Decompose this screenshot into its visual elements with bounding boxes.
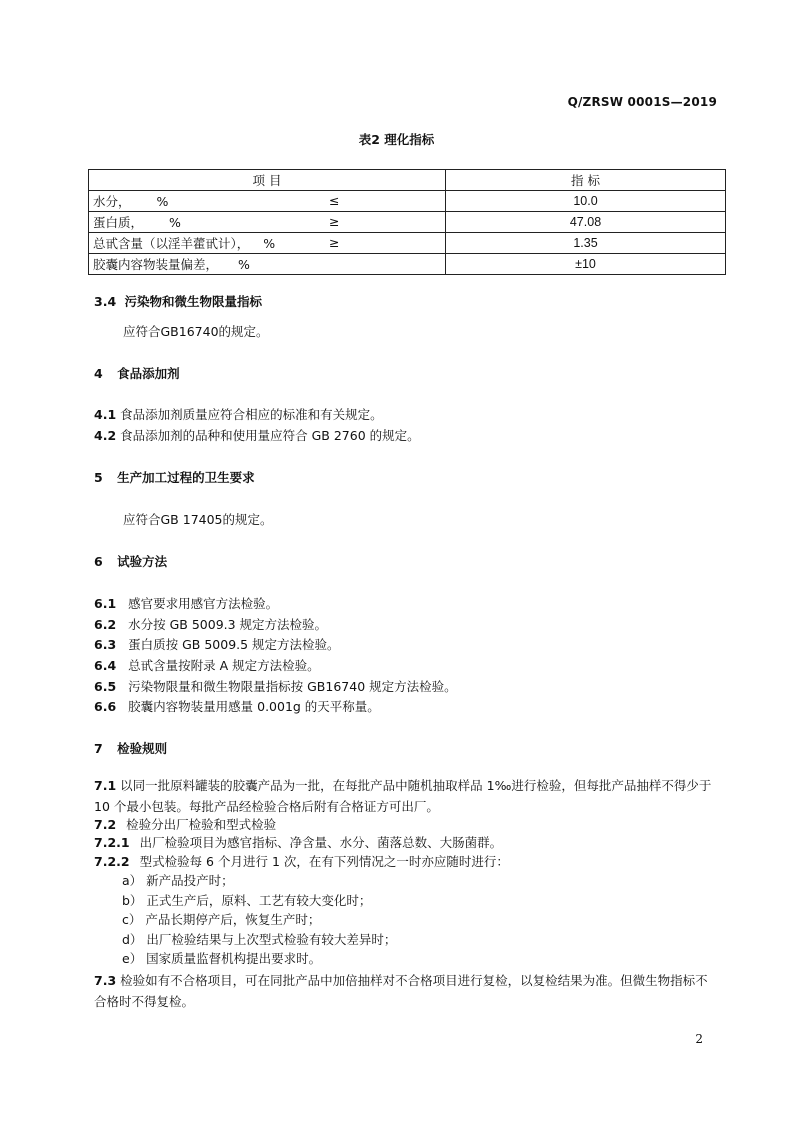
section-7-heading: [94, 739, 167, 757]
section-5-heading: [94, 468, 255, 486]
clause-number: 7.2: [94, 817, 117, 832]
section-title: 生产加工过程的卫生要求: [117, 470, 255, 485]
clause-6-3: [94, 635, 340, 653]
clause-number: 6.1: [94, 596, 117, 611]
section-number: 4: [94, 366, 103, 381]
section-number: 3.4: [94, 294, 117, 309]
section-3-4-body: 应符合GB16740的规定。: [123, 324, 269, 339]
row-value: 47.08: [446, 212, 726, 233]
clause-text: 检验分出厂检验和型式检验: [126, 817, 277, 832]
row-name: 水分，: [93, 194, 131, 209]
col-item-header: 项 目: [89, 170, 446, 191]
row-value: 1.35: [446, 233, 726, 254]
row-comparator: ≤: [329, 193, 340, 208]
clause-number: 4.2: [94, 428, 117, 443]
list-item: d） 出厂检验结果与上次型式检验有较大差异时；: [122, 932, 397, 947]
clause-number: 7.3: [94, 973, 117, 988]
clause-number: 7.1: [94, 778, 117, 793]
clause-text: 食品添加剂的品种和使用量应符合 GB 2760 的规定。: [120, 428, 420, 443]
clause-7-3: [94, 970, 720, 1012]
row-value: ±10: [446, 254, 726, 275]
clause-text: 出厂检验项目为感官指标、净含量、水分、菌落总数、大肠菌群。: [139, 835, 503, 850]
clause-text: 总甙含量按附录 A 规定方法检验。: [128, 658, 320, 673]
table-row: [89, 212, 726, 233]
section-number: 5: [94, 470, 103, 485]
clause-7-2-2: [94, 852, 509, 870]
list-item: a） 新产品投产时；: [122, 873, 234, 888]
row-unit: %: [263, 236, 276, 251]
section-number: 6: [94, 554, 103, 569]
clause-number: 6.4: [94, 658, 117, 673]
row-unit: %: [169, 215, 181, 230]
section-title: 试验方法: [117, 554, 168, 569]
row-unit: %: [156, 194, 169, 209]
list-item: e） 国家质量监督机构提出要求时。: [122, 951, 322, 966]
document-code: Q/ZRSW 0001S—2019: [567, 95, 717, 109]
row-comparator: ≥: [329, 214, 340, 229]
clause-text: 型式检验每 6 个月进行 1 次，在有下列情况之一时亦应随时进行：: [139, 854, 509, 869]
row-name: 蛋白质，: [93, 215, 144, 230]
clause-number: 6.2: [94, 617, 117, 632]
list-item: b） 正式生产后，原料、工艺有较大变化时；: [122, 893, 372, 908]
clause-number: 7.2.2: [94, 854, 130, 869]
clause-6-1: [94, 594, 278, 612]
table-header-row: [89, 170, 726, 191]
section-title: 食品添加剂: [117, 366, 180, 381]
table-row: [89, 233, 726, 254]
clause-4-2: [94, 426, 420, 444]
clause-7-2: [94, 815, 276, 833]
section-3-4-heading: [94, 292, 262, 310]
section-title: 污染物和微生物限量指标: [124, 294, 263, 309]
section-title: 检验规则: [117, 741, 168, 756]
col-value-header: 指 标: [446, 170, 726, 191]
clause-4-1: [94, 405, 383, 423]
clause-text: 污染物限量和微生物限量指标按 GB16740 规定方法检验。: [128, 679, 457, 694]
table-row: [89, 254, 726, 275]
row-comparator: ≥: [329, 235, 340, 250]
table-row: [89, 191, 726, 212]
row-name: 胶囊内容物装量偏差，: [93, 257, 219, 272]
clause-number: 6.6: [94, 699, 117, 714]
clause-text: 以同一批原料罐装的胶囊产品为一批，在每批产品中随机抽取样品 1‰进行检验，但每批产品抽样不得少于 10 个最小包装。每批产品经检验合格后附有合格证方可出厂。: [94, 778, 712, 814]
clause-text: 胶囊内容物装量用感量 0.001g 的天平称量。: [128, 699, 380, 714]
page-number: 2: [695, 1032, 703, 1046]
clause-text: 食品添加剂质量应符合相应的标准和有关规定。: [120, 407, 383, 422]
row-value: 10.0: [446, 191, 726, 212]
section-number: 7: [94, 741, 103, 756]
clause-6-6: [94, 697, 380, 715]
section-5-body: 应符合GB 17405的规定。: [123, 512, 273, 527]
clause-7-2-1: [94, 833, 502, 851]
clause-text: 蛋白质按 GB 5009.5 规定方法检验。: [128, 637, 340, 652]
clause-6-5: [94, 677, 457, 695]
clause-text: 水分按 GB 5009.3 规定方法检验。: [128, 617, 328, 632]
clause-text: 感官要求用感官方法检验。: [128, 596, 279, 611]
row-name: 总甙含量（以淫羊藿甙计），: [93, 236, 250, 251]
table-title: 表2 理化指标: [358, 132, 435, 147]
list-item: c） 产品长期停产后，恢复生产时；: [122, 912, 321, 927]
clause-7-1: [94, 775, 720, 817]
clause-number: 6.5: [94, 679, 117, 694]
row-unit: %: [238, 257, 250, 272]
clause-6-2: [94, 615, 327, 633]
section-6-heading: [94, 552, 167, 570]
clause-text: 检验如有不合格项目，可在同批产品中加倍抽样对不合格项目进行复检，以复检结果为准。但微生物指标不合格时不得复检。: [94, 973, 708, 1009]
clause-number: 6.3: [94, 637, 117, 652]
section-4-heading: [94, 364, 180, 382]
clause-number: 7.2.1: [94, 835, 130, 850]
physicochemical-table: [88, 169, 726, 275]
clause-number: 4.1: [94, 407, 117, 422]
clause-6-4: [94, 656, 320, 674]
